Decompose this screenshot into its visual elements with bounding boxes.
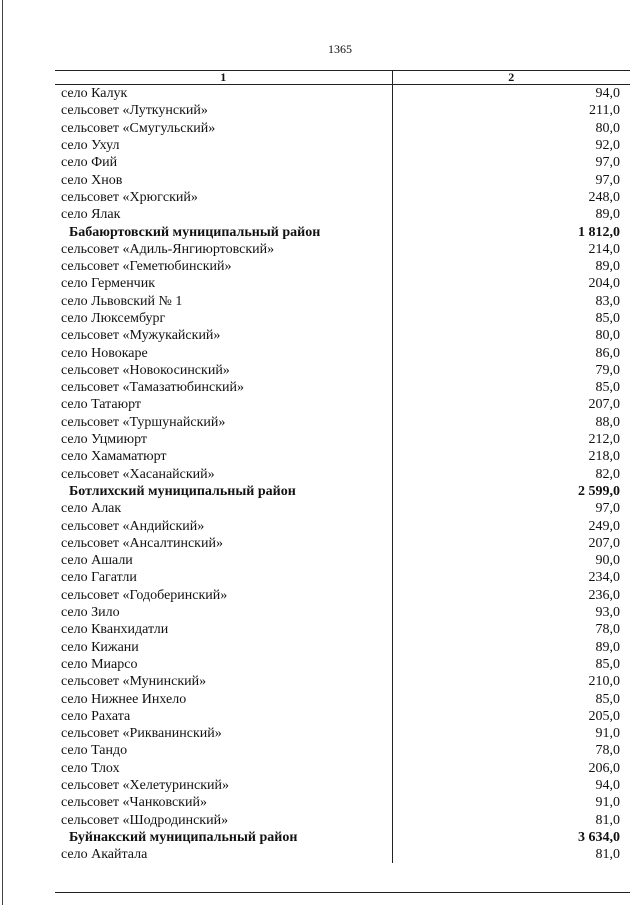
settlement-name: село Зило: [55, 604, 392, 621]
settlement-name: сельсовет «Тамазатюбинский»: [55, 379, 392, 396]
settlement-name: село Фий: [55, 154, 392, 171]
settlement-value: 94,0: [595, 86, 620, 102]
settlement-value: 85,0: [595, 691, 620, 707]
settlement-name: село Гагатли: [55, 569, 392, 586]
settlement-name: село Львовский № 1: [55, 293, 392, 310]
table-row: [55, 379, 630, 396]
settlement-name: сельсовет «Хасанайский»: [55, 466, 392, 483]
settlement-value: 234,0: [588, 570, 620, 586]
settlement-value: 85,0: [595, 656, 620, 672]
settlement-value: 91,0: [595, 795, 620, 811]
table-row: [55, 690, 630, 707]
table-row: [55, 414, 630, 431]
settlement-name: сельсовет «Хрюгский»: [55, 189, 392, 206]
column-header-1: 1: [55, 71, 392, 85]
settlement-value: 79,0: [595, 362, 620, 378]
table-row: [55, 85, 630, 103]
district-row: [55, 223, 630, 240]
district-name: Буйнакский муниципальный район: [55, 829, 392, 846]
settlement-value: 204,0: [588, 276, 620, 292]
settlement-value: 214,0: [588, 241, 620, 257]
bottom-rule: [55, 892, 630, 893]
table-row: [55, 310, 630, 327]
settlement-name: село Уцмиюрт: [55, 431, 392, 448]
table-row: [55, 656, 630, 673]
table-row: [55, 673, 630, 690]
settlement-name: село Калук: [55, 85, 392, 103]
table-row: [55, 535, 630, 552]
settlement-value: 97,0: [595, 172, 620, 188]
table-row: [55, 517, 630, 534]
table-row: [55, 275, 630, 292]
settlement-value: 212,0: [588, 432, 620, 448]
table-row: [55, 587, 630, 604]
settlement-name: сельсовет «Новокосинский»: [55, 362, 392, 379]
settlement-value: 82,0: [595, 466, 620, 482]
settlement-name: сельсовет «Хелетуринский»: [55, 777, 392, 794]
allocation-table: [55, 70, 630, 863]
table-row: [55, 708, 630, 725]
settlement-value: 78,0: [595, 622, 620, 638]
settlement-name: село Нижнее Инхело: [55, 690, 392, 707]
settlement-value: 249,0: [588, 518, 620, 534]
column-header-2: 2: [392, 71, 630, 85]
table-row: [55, 137, 630, 154]
settlement-name: сельсовет «Чанковский»: [55, 794, 392, 811]
settlement-value: 205,0: [588, 708, 620, 724]
district-total: 3 634,0: [578, 829, 620, 845]
table-row: [55, 327, 630, 344]
table-row: [55, 241, 630, 258]
settlement-name: сельсовет «Мужукайский»: [55, 327, 392, 344]
settlement-value: 211,0: [589, 103, 620, 119]
table-row: [55, 725, 630, 742]
settlement-value: 83,0: [595, 293, 620, 309]
settlement-value: 92,0: [595, 138, 620, 154]
settlement-name: село Хнов: [55, 171, 392, 188]
settlement-value: 86,0: [595, 345, 620, 361]
table-row: [55, 344, 630, 361]
settlement-name: село Алак: [55, 500, 392, 517]
table-row: [55, 552, 630, 569]
settlement-value: 207,0: [588, 535, 620, 551]
table-row: [55, 448, 630, 465]
settlement-name: село Герменчик: [55, 275, 392, 292]
district-row: [55, 829, 630, 846]
settlement-name: сельсовет «Ансалтинский»: [55, 535, 392, 552]
table-row: [55, 500, 630, 517]
district-row: [55, 483, 630, 500]
table-row: [55, 258, 630, 275]
settlement-value: 80,0: [595, 328, 620, 344]
settlement-value: 236,0: [588, 587, 620, 603]
table-row: [55, 604, 630, 621]
table-row: [55, 189, 630, 206]
settlement-name: сельсовет «Шодродинский»: [55, 811, 392, 828]
settlement-value: 91,0: [595, 726, 620, 742]
table-row: [55, 102, 630, 119]
settlement-name: сельсовет «Адиль-Янгиюртовский»: [55, 241, 392, 258]
settlement-value: 78,0: [595, 743, 620, 759]
district-total: 2 599,0: [578, 483, 620, 499]
header-row: [55, 71, 630, 85]
settlement-value: 94,0: [595, 778, 620, 794]
table-row: [55, 794, 630, 811]
table-row: [55, 171, 630, 188]
settlement-name: село Ялак: [55, 206, 392, 223]
table-row: [55, 760, 630, 777]
table-row: [55, 120, 630, 137]
settlement-name: село Акайтала: [55, 846, 392, 863]
settlement-name: село Люксембург: [55, 310, 392, 327]
district-name: Ботлихский муниципальный район: [55, 483, 392, 500]
table-row: [55, 206, 630, 223]
settlement-value: 85,0: [595, 311, 620, 326]
settlement-name: село Кижани: [55, 639, 392, 656]
settlement-value: 93,0: [595, 605, 620, 621]
table-header: [55, 71, 630, 85]
settlement-value: 80,0: [595, 120, 620, 136]
table-row: [55, 362, 630, 379]
settlement-value: 206,0: [588, 760, 620, 776]
settlement-name: село Тлох: [55, 760, 392, 777]
settlement-value: 85,0: [595, 380, 620, 396]
district-total: 1 812,0: [578, 224, 620, 240]
table-row: [55, 431, 630, 448]
settlement-name: сельсовет «Рикванинский»: [55, 725, 392, 742]
settlement-name: сельсовет «Смугульский»: [55, 120, 392, 137]
page-number: 1365: [328, 42, 352, 56]
settlement-name: село Кванхидатли: [55, 621, 392, 638]
settlement-value: 207,0: [588, 397, 620, 413]
settlement-name: сельсовет «Луткунский»: [55, 102, 392, 119]
page-edge-line: [2, 0, 3, 905]
settlement-name: село Рахата: [55, 708, 392, 725]
settlement-value: 88,0: [595, 414, 620, 430]
settlement-value: 81,0: [595, 812, 620, 828]
settlement-value: 97,0: [595, 501, 620, 517]
settlement-name: сельсовет «Мунинский»: [55, 673, 392, 690]
table-row: [55, 742, 630, 759]
table-row: [55, 569, 630, 586]
district-name: Бабаюртовский муниципальный район: [55, 223, 392, 240]
settlement-value: 218,0: [588, 449, 620, 465]
settlement-value: 97,0: [595, 155, 620, 171]
settlement-name: сельсовет «Туршунайский»: [55, 414, 392, 431]
table-row: [55, 466, 630, 483]
settlement-value: 81,0: [595, 847, 620, 863]
table-row: [55, 293, 630, 310]
settlement-name: село Ашали: [55, 552, 392, 569]
settlement-name: село Новокаре: [55, 344, 392, 361]
table-row: [55, 639, 630, 656]
table-row: [55, 777, 630, 794]
settlement-value: 89,0: [595, 207, 620, 223]
settlement-value: 89,0: [595, 259, 620, 275]
settlement-name: село Хамаматюрт: [55, 448, 392, 465]
settlement-value: 90,0: [595, 553, 620, 569]
table-row: [55, 396, 630, 413]
settlement-name: сельсовет «Геметюбинский»: [55, 258, 392, 275]
settlement-name: село Тандо: [55, 742, 392, 759]
table-row: [55, 811, 630, 828]
settlement-name: село Ухул: [55, 137, 392, 154]
settlement-name: село Татаюрт: [55, 396, 392, 413]
settlement-value: 89,0: [595, 639, 620, 655]
settlement-name: сельсовет «Андийский»: [55, 517, 392, 534]
settlement-value: 248,0: [588, 189, 620, 205]
settlement-name: село Миарсо: [55, 656, 392, 673]
table-row: [55, 154, 630, 171]
settlement-name: сельсовет «Годоберинский»: [55, 587, 392, 604]
table-row: [55, 621, 630, 638]
table-body: [55, 85, 630, 864]
settlement-value: 210,0: [588, 674, 620, 690]
table-row: [55, 846, 630, 863]
